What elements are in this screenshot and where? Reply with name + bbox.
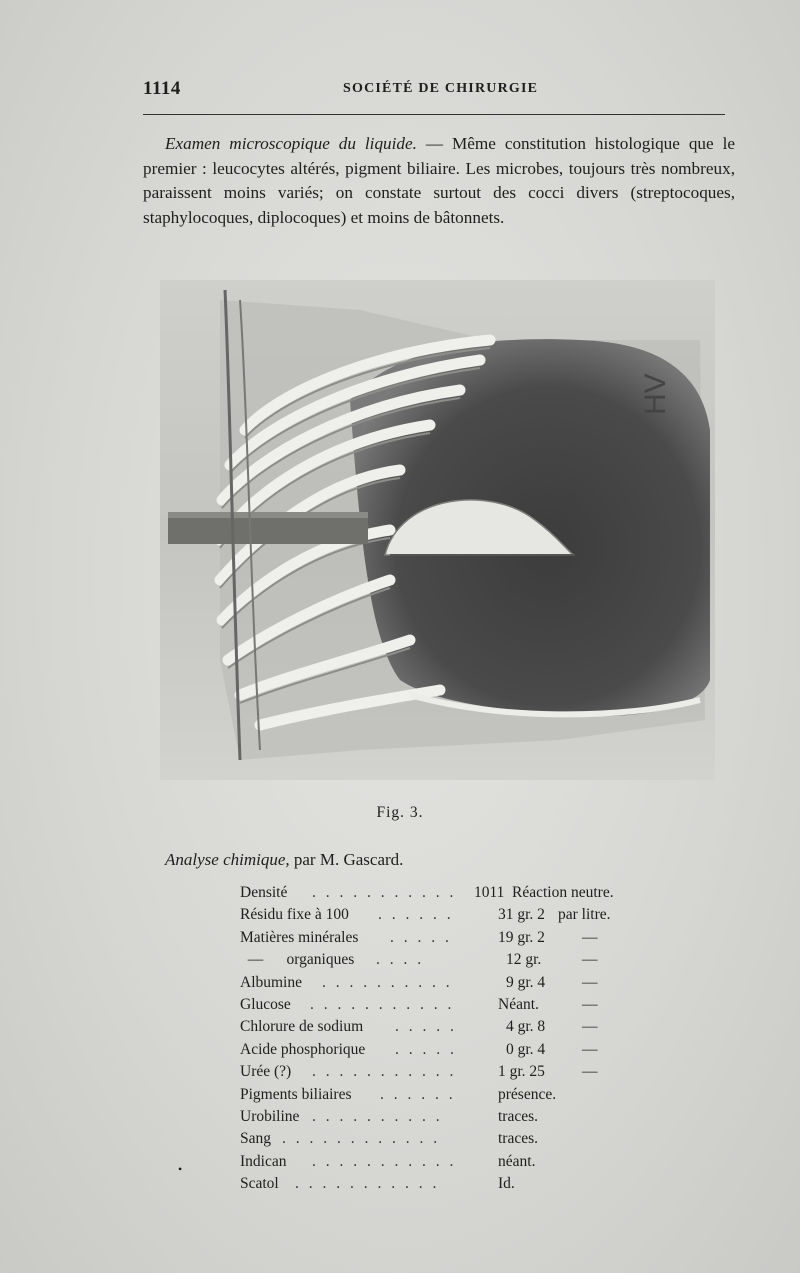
row-leader-dots: . . . . . bbox=[395, 1018, 457, 1036]
row-label: Indican bbox=[240, 1152, 287, 1170]
row-ditto-dash: — bbox=[582, 1018, 598, 1036]
row-unit: Réaction neutre. bbox=[512, 884, 614, 901]
row-value: 1 gr. 25 bbox=[498, 1063, 545, 1081]
row-value: présence. bbox=[498, 1085, 557, 1103]
row-value: 9 gr. 4 bbox=[506, 973, 546, 991]
header-rule bbox=[143, 114, 725, 115]
paragraph-heading: Examen microscopique du liquide. bbox=[165, 134, 417, 153]
table-row bbox=[240, 1084, 660, 1106]
row-leader-dots: . . . . bbox=[376, 951, 425, 969]
row-leader-dots: . . . . . . . . . . bbox=[312, 1107, 443, 1125]
analysis-heading-italic: Analyse chimique, bbox=[165, 850, 290, 869]
row-value: traces. bbox=[498, 1130, 539, 1148]
row-unit: par litre. bbox=[558, 906, 611, 924]
row-label: Résidu fixe à 100 bbox=[240, 906, 349, 924]
page-number: 1114 bbox=[143, 78, 181, 99]
table-row bbox=[240, 1061, 660, 1083]
row-ditto-dash: — bbox=[582, 995, 598, 1013]
analysis-table bbox=[240, 882, 660, 1195]
row-label: — organiques bbox=[240, 951, 355, 969]
row-label: Pigments biliaires bbox=[240, 1085, 352, 1103]
row-ditto-dash: — bbox=[582, 1063, 598, 1081]
row-label: Urobiline bbox=[240, 1107, 300, 1125]
row-value: traces. bbox=[498, 1107, 539, 1125]
margin-dot: • bbox=[178, 1162, 183, 1176]
table-row bbox=[240, 972, 660, 994]
analysis-heading bbox=[165, 850, 403, 870]
artist-monogram: HV bbox=[639, 373, 672, 415]
page-header bbox=[143, 78, 723, 100]
table-row bbox=[240, 949, 660, 971]
table-row bbox=[240, 1151, 660, 1173]
figure-caption: Fig. 3. bbox=[376, 804, 424, 821]
row-value: Néant. bbox=[498, 995, 539, 1013]
row-leader-dots: . . . . . . . . . . . bbox=[312, 884, 457, 901]
row-value: 4 gr. 8 bbox=[506, 1018, 546, 1036]
row-value: Id. bbox=[498, 1175, 515, 1193]
row-label: Scatol bbox=[240, 1175, 279, 1193]
row-leader-dots: . . . . . . . . . . . bbox=[312, 1063, 457, 1081]
row-leader-dots: . . . . . bbox=[390, 928, 452, 946]
row-label: Matières minérales bbox=[240, 928, 359, 946]
row-leader-dots: . . . . . . . . . . . . bbox=[282, 1130, 441, 1148]
table-row bbox=[240, 1039, 660, 1061]
row-value: 1011 bbox=[474, 884, 505, 901]
row-value: 19 gr. 2 bbox=[498, 928, 545, 946]
row-leader-dots: . . . . . . . . . . . bbox=[310, 995, 455, 1013]
table-row bbox=[240, 904, 660, 926]
row-label: Densité bbox=[240, 884, 288, 901]
figure-illustration bbox=[160, 280, 715, 780]
row-label: Glucose bbox=[240, 995, 291, 1013]
row-ditto-dash: — bbox=[582, 1040, 598, 1058]
table-row bbox=[240, 927, 660, 949]
row-ditto-dash: — bbox=[582, 928, 598, 946]
row-label: Chlorure de sodium bbox=[240, 1018, 364, 1036]
row-leader-dots: . . . . . . bbox=[380, 1085, 456, 1103]
row-leader-dots: . . . . . . . . . . . bbox=[312, 1152, 457, 1170]
running-head: SOCIÉTÉ DE CHIRURGIE bbox=[343, 81, 539, 96]
row-value: 12 gr. bbox=[506, 951, 542, 969]
row-label: Urée (?) bbox=[240, 1063, 292, 1081]
row-ditto-dash: — bbox=[582, 951, 598, 969]
row-ditto-dash: — bbox=[582, 973, 598, 991]
table-row bbox=[240, 1106, 660, 1128]
table-row bbox=[240, 882, 660, 904]
row-leader-dots: . . . . . . . . . . bbox=[322, 973, 453, 991]
analysis-heading-author: par M. Gascard. bbox=[289, 850, 404, 869]
table-row bbox=[240, 994, 660, 1016]
row-value: néant. bbox=[498, 1152, 536, 1170]
row-value: 0 gr. 4 bbox=[506, 1040, 546, 1058]
anatomical-drawing bbox=[160, 280, 715, 780]
table-row bbox=[240, 1016, 660, 1038]
row-label: Acide phosphorique bbox=[240, 1040, 366, 1058]
paragraph-text: — Même constitution histologique que le premier : leucocytes altérés, pigment biliaire. Les microbes, toujours très nombreux, paraissent moins variés; on constate surtout des cocci divers (streptocoques, staphylocoques, diplocoques) et moins de bâtonnets. bbox=[143, 134, 735, 227]
row-value: 31 gr. 2 bbox=[498, 906, 545, 924]
row-label: Sang bbox=[240, 1130, 271, 1148]
row-leader-dots: . . . . . bbox=[395, 1040, 457, 1058]
table-row bbox=[240, 1128, 660, 1150]
table-row bbox=[240, 1173, 660, 1195]
row-label: Albumine bbox=[240, 973, 302, 991]
body-paragraph bbox=[143, 132, 735, 230]
row-leader-dots: . . . . . . . . . . . bbox=[295, 1175, 440, 1193]
row-leader-dots: . . . . . . bbox=[378, 906, 454, 924]
